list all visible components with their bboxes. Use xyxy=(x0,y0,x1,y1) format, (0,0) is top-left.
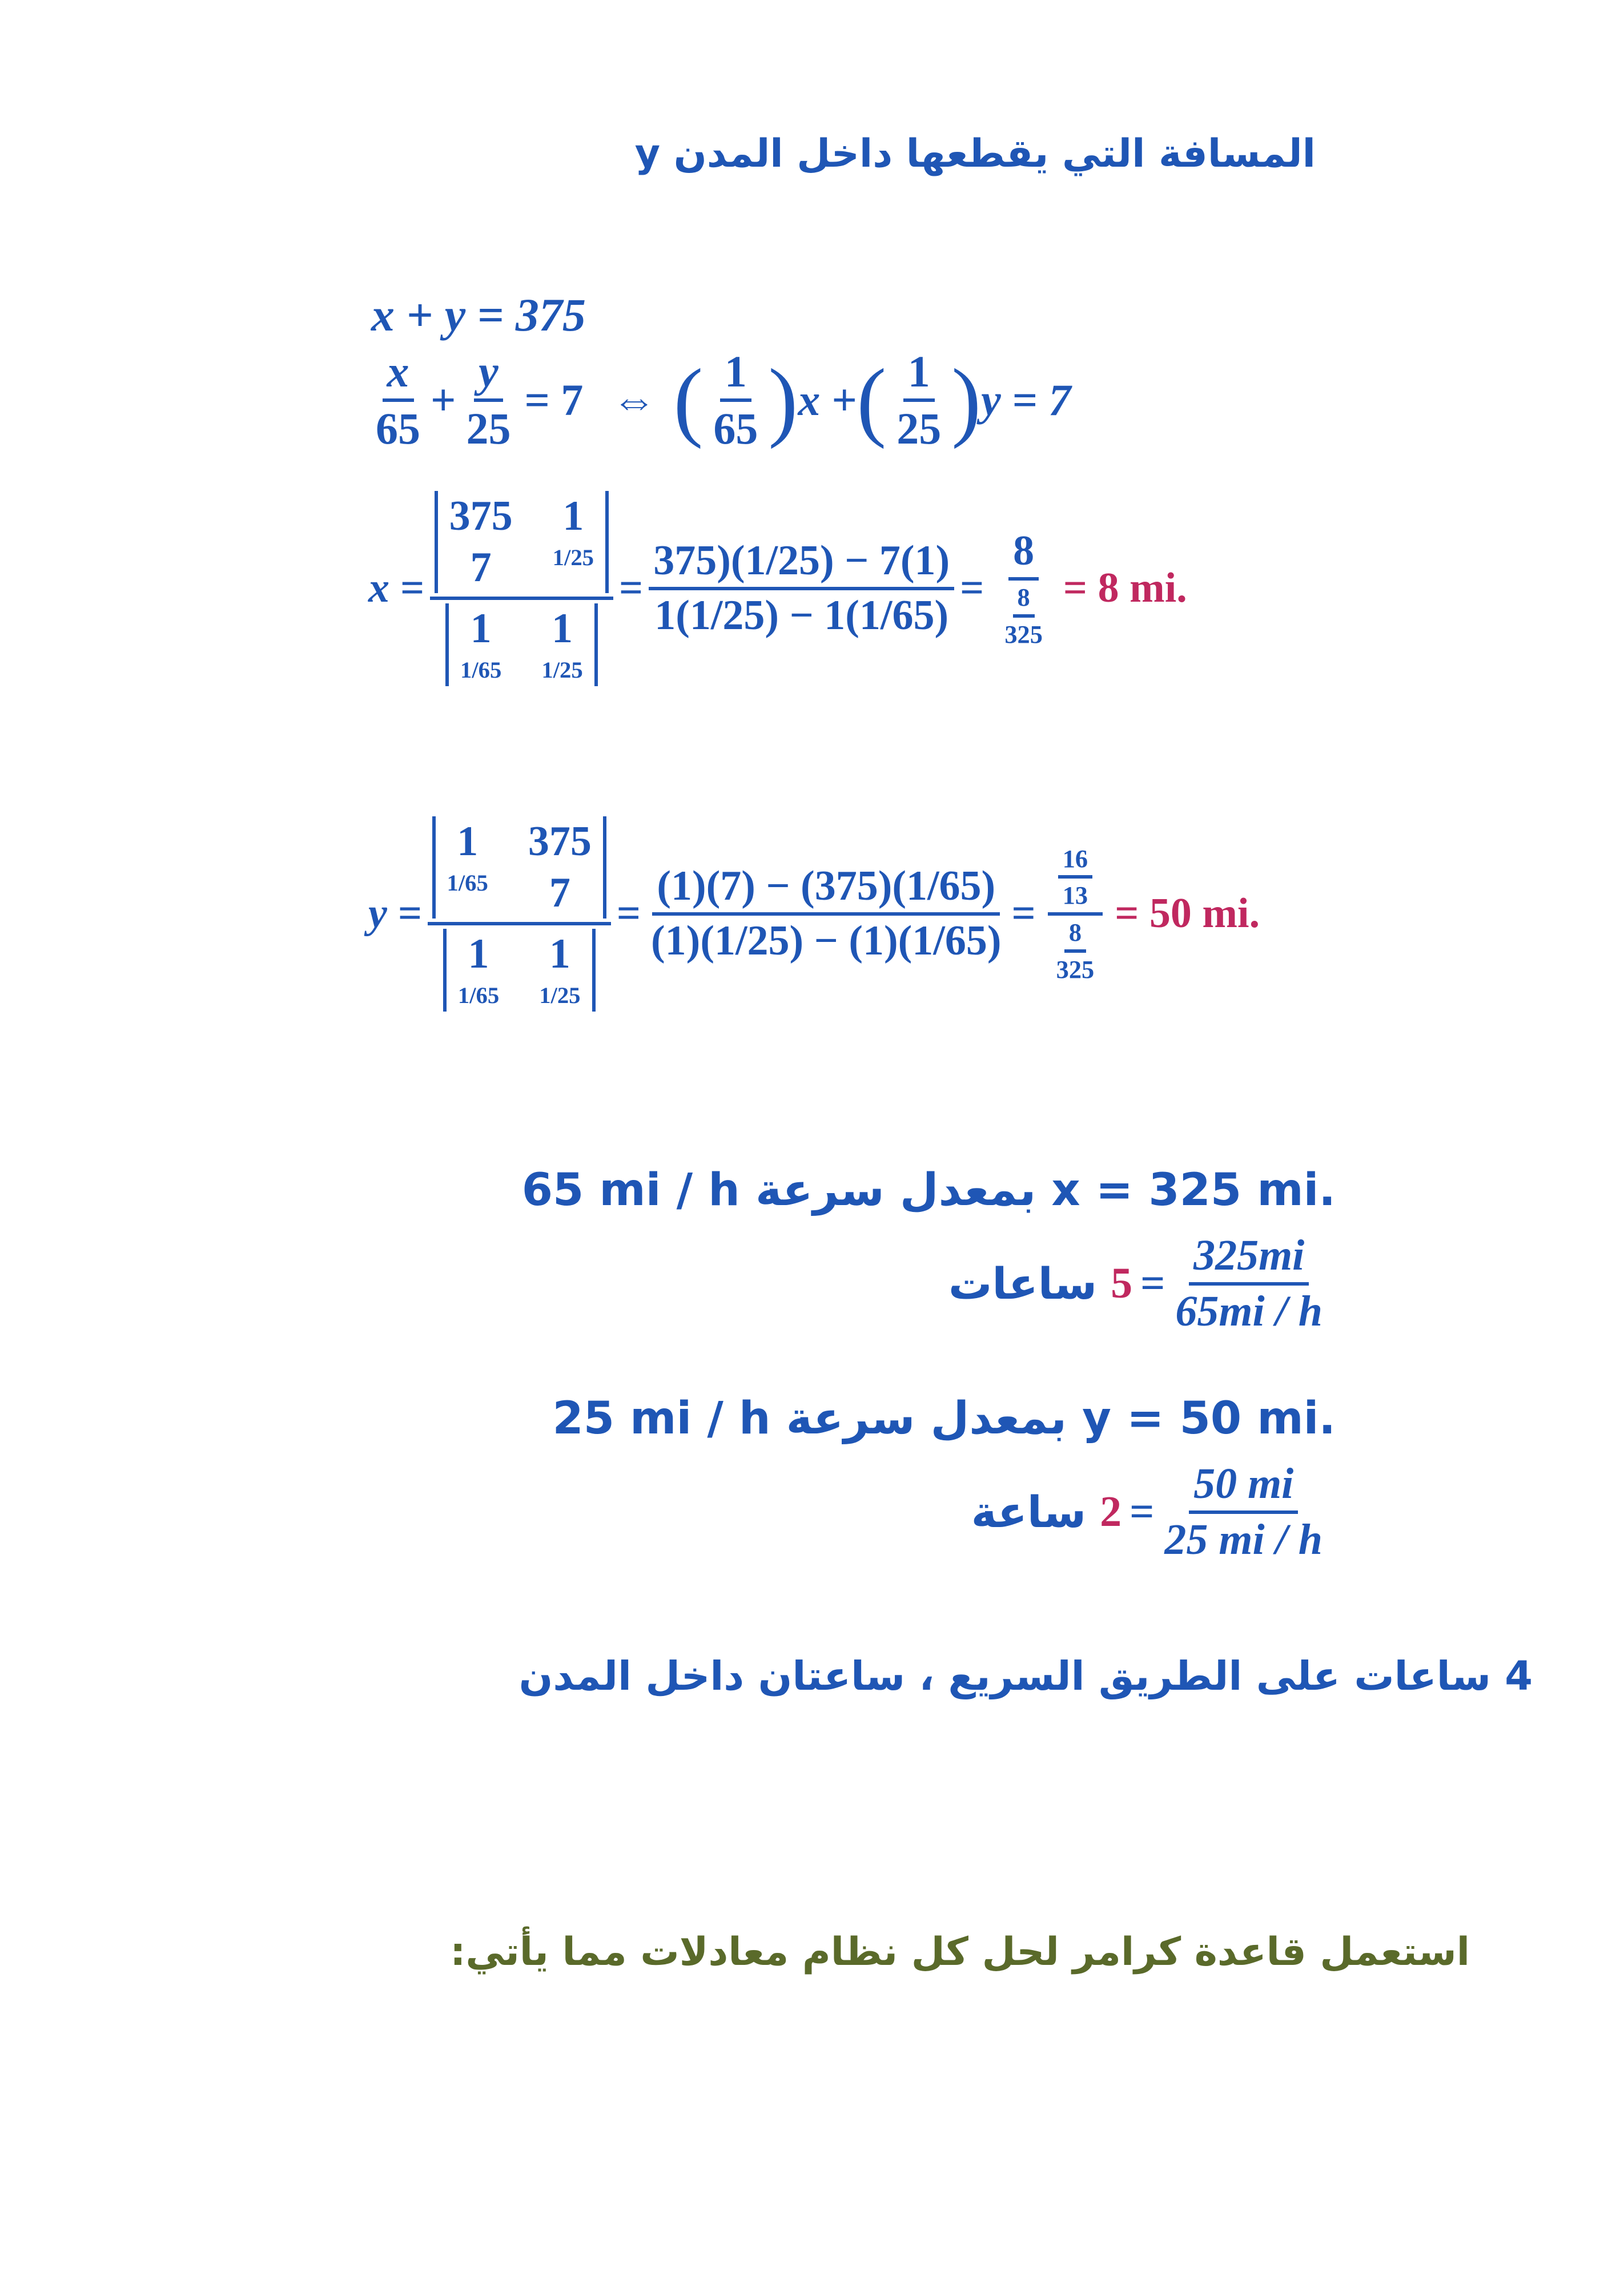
y-result: = 50 mi. xyxy=(1115,890,1260,937)
expanded-num: (1)(7) − (375)(1/65) xyxy=(652,864,1000,916)
frac-den: 65mi / h xyxy=(1175,1287,1322,1335)
frac-den: 325 xyxy=(1056,954,1095,984)
inner-fraction xyxy=(1052,919,1099,982)
system-eq2 xyxy=(365,348,1071,452)
simplified-den xyxy=(990,581,1058,647)
equals: = xyxy=(616,890,641,937)
time-fraction-y xyxy=(1160,1461,1327,1563)
frac-num: 1 xyxy=(720,348,751,402)
plus-sign: + xyxy=(431,374,456,425)
paren-close: ) xyxy=(951,350,982,449)
det-cell: 1 xyxy=(549,931,570,978)
simplified-fraction-x xyxy=(990,529,1058,647)
det-fraction-x xyxy=(430,491,613,686)
eq2-rhs: = 7 xyxy=(524,374,584,425)
determinant-denominator xyxy=(443,929,596,1011)
exercise-prompt xyxy=(450,1930,1470,1975)
hours-y-value: 2 xyxy=(1100,1488,1122,1536)
exercise-prompt-text: استعمل قاعدة كرامر لحل كل نظام معادلات مما يأتي: xyxy=(450,1930,1470,1975)
det-cell: 1/65 xyxy=(447,869,488,896)
simplified-num: 8 xyxy=(1008,529,1039,581)
frac-num: 325mi xyxy=(1189,1233,1309,1286)
det-num xyxy=(428,816,611,925)
cramer-y xyxy=(368,816,1260,1012)
frac-den: 325 xyxy=(1004,619,1043,648)
determinant-denominator xyxy=(445,603,598,686)
equals: = xyxy=(619,565,644,612)
expanded-den: (1)(1/25) − (1)(1/65) xyxy=(651,917,1002,964)
frac-num: 8 xyxy=(1013,584,1035,618)
expanded-den: 1(1/25) − 1(1/65) xyxy=(654,591,949,639)
frac-den: 25 xyxy=(466,403,511,453)
expanded-fraction-y xyxy=(646,864,1006,963)
det-cell: 1/25 xyxy=(539,982,581,1009)
det-den xyxy=(441,600,602,686)
conclusion-text: 4 ساعات على الطريق السريع ، ساعتان داخل المدن xyxy=(518,1653,1533,1699)
simplified-den xyxy=(1042,916,1110,982)
x-over-65 xyxy=(371,348,425,452)
hours-x-label: ساعات xyxy=(948,1258,1098,1310)
paren-close: ) xyxy=(768,350,798,449)
det-cell: 1/25 xyxy=(541,657,583,683)
header-line xyxy=(635,131,1316,176)
speed-x-text: 65 mi / h بمعدل سرعة x = 325 mi. xyxy=(521,1165,1336,1216)
det-cell: 7 xyxy=(549,869,570,916)
header-text: y المسافة التي يقطعها داخل المدن xyxy=(634,131,1316,176)
det-cell: 1/65 xyxy=(457,982,500,1009)
speed-x-line xyxy=(522,1165,1336,1216)
cramer-x xyxy=(368,491,1187,686)
expanded-num: 375)(1/25) − 7(1) xyxy=(649,539,954,590)
inner-fraction xyxy=(1000,584,1047,647)
frac-den: 25 xyxy=(897,403,942,453)
det-cell: 7 xyxy=(470,543,492,591)
frac-den: 25 mi / h xyxy=(1164,1515,1322,1564)
det-cell: 375 xyxy=(449,493,513,539)
system-eq1 xyxy=(371,288,586,342)
det-cell: 1 xyxy=(552,605,573,652)
paren-open: ( xyxy=(857,350,887,449)
frac-num: 8 xyxy=(1064,919,1086,953)
one-over-25 xyxy=(892,348,946,452)
conclusion-line xyxy=(519,1653,1533,1699)
iff-symbol: ⇔ xyxy=(612,374,657,425)
det-num xyxy=(430,491,613,600)
frac-den: 65 xyxy=(713,403,758,453)
det-cell: 1 xyxy=(468,931,489,978)
det-cell: 1/65 xyxy=(460,657,502,683)
det-cell: 1 xyxy=(562,493,584,539)
equals: = xyxy=(1140,1259,1165,1308)
frac-num: y xyxy=(474,348,503,402)
det-fraction-y xyxy=(428,816,611,1012)
time-fraction-x xyxy=(1171,1233,1327,1335)
x-lhs: x = xyxy=(368,565,424,612)
equals: = xyxy=(1011,890,1036,937)
det-den xyxy=(439,925,600,1011)
alt-y: y = 7 xyxy=(981,374,1071,425)
frac-den: 13 xyxy=(1062,881,1088,910)
frac-num: 50 mi xyxy=(1189,1461,1298,1514)
speed-y-text: 25 mi / h بمعدل سرعة y = 50 mi. xyxy=(552,1393,1336,1444)
frac-num: x xyxy=(383,348,414,402)
simplified-fraction-y xyxy=(1042,845,1110,983)
one-over-65 xyxy=(709,348,762,452)
det-cell: 375 xyxy=(528,818,592,865)
determinant-numerator xyxy=(435,491,609,593)
det-cell: 1 xyxy=(470,605,492,652)
determinant-numerator xyxy=(432,816,606,919)
frac-num: 16 xyxy=(1058,845,1092,879)
hours-y-label: ساعة xyxy=(971,1487,1087,1538)
det-cell: 1/25 xyxy=(552,544,594,570)
eq1-text: x + y = 375 xyxy=(371,289,586,341)
hours-x-value: 5 xyxy=(1111,1259,1133,1308)
frac-num: 1 xyxy=(903,348,935,402)
alt-x: x + xyxy=(798,374,857,425)
frac-den: 65 xyxy=(376,403,420,453)
paren-open: ( xyxy=(673,350,704,449)
speed-y-line xyxy=(552,1393,1336,1444)
hours-x-line xyxy=(948,1233,1333,1335)
equals: = xyxy=(960,565,984,612)
equals: = xyxy=(1129,1488,1155,1536)
y-over-25 xyxy=(461,348,515,452)
y-lhs: y = xyxy=(368,890,422,937)
hours-y-line xyxy=(971,1461,1333,1563)
simplified-num xyxy=(1048,845,1103,916)
inner-fraction xyxy=(1058,845,1092,909)
det-cell: 1 xyxy=(457,818,479,865)
expanded-fraction-x xyxy=(649,539,954,638)
x-result: = 8 mi. xyxy=(1063,565,1187,612)
